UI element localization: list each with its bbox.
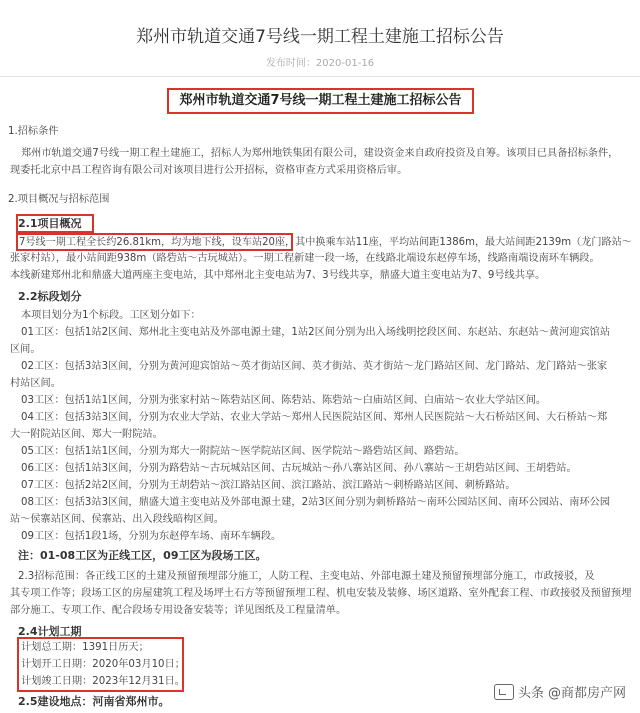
paragraph-line: 站～侯寨站区间、侯寨站、出入段线暗构区间。: [10, 514, 224, 525]
section-heading: 1.招标条件: [8, 126, 59, 137]
paragraph-line: 部分施工、专项工作、配合段场专用设备安装等；详见图纸及工程量清单。: [10, 605, 347, 616]
paragraph-line: 07工区：包括2站2区间，分别为王胡砦站～滨江路站区间、滨江路站、滨江路站～刺桥路站区间、刺桥路站。: [21, 480, 516, 491]
paragraph-line: 01工区：包括1站2区间、郑州北主变电站及外部电源土建，1站2区间分别为出入场线明挖段区间、东赵站、东赵站～黄河迎宾馆站: [21, 327, 611, 338]
watermark: [494, 682, 626, 701]
subsection-heading: 2.1项目概况: [18, 217, 82, 230]
paragraph-line: 06工区：包括1站3区间，分别为路砦站～古玩城站区间、古玩城站～孙八寨站区间、孙八寨站～王胡砦站区间、王胡砦站。: [21, 463, 577, 474]
paragraph-line: 其专项工作等；段场工区的房屋建筑工程及场坪土石方等预留预埋工程、机电安装及装修、场区道路、室外配套工程、市政接驳及预留预埋: [10, 588, 632, 599]
paragraph-line: 02工区：包括3站3区间，分别为黄河迎宾馆站～英才街站区间、英才街站、英才街站～龙门路站区间、龙门路站、龙门路站～张家: [21, 361, 608, 372]
schedule-start: 计划开工日期：2020年03月10日；: [21, 659, 185, 670]
schedule-total: 计划总工期：1391日历天；: [21, 642, 149, 653]
paragraph-line: 09工区：包括1段1场，分别为东赵停车场、南环车辆段。: [21, 531, 282, 542]
paragraph-line: 04工区：包括3站3区间，分别为农业大学站、农业大学站～郑州人民医院站区间、郑州人民医院站～大石桥站区间、大石桥站～郑: [21, 412, 608, 423]
highlight-project-overview: [16, 214, 94, 233]
divider: [0, 76, 640, 77]
paragraph-line: 大一附院站区间、郑大一附院站。: [10, 429, 163, 440]
paragraph-line: 村站区间。: [10, 378, 61, 389]
page-title: 郑州市轨道交通7号线一期工程土建施工招标公告: [136, 27, 504, 47]
watermark-prefix: 头条: [517, 686, 544, 701]
paragraph-line: 张家村站），最小站间距938m（路砦站～古玩城站）。一期工程新建一段一场，在线路北端设东赵停车场，线路南端设南环车辆段。: [10, 253, 600, 264]
paragraph-line: 2.3招标范围：各正线工区的土建及预留预埋部分施工，人防工程、主变电站、外部电源土建及预留预埋部分施工，市政接驳，及: [18, 571, 595, 582]
paragraph-line: 08工区：包括3站3区间，鼎盛大道主变电站及外部电源土建，2站3区间分别为刺桥路站～南环公园站区间、南环公园站、南环公园: [21, 497, 611, 508]
paragraph-line: 本项目划分为1个标段。工区划分如下：: [21, 310, 201, 321]
subsection-heading: 2.5建设地点：河南省郑州市。: [18, 695, 170, 708]
doc-subtitle: 郑州市轨道交通7号线一期工程土建施工招标公告: [167, 88, 474, 114]
toutiao-icon: [494, 684, 514, 700]
schedule-end: 计划竣工日期：2023年12月31日。: [21, 676, 185, 687]
paragraph-line: 本线新建郑州北和鼎盛大道两座主变电站，其中郑州北主变电站为7、3号线共享，鼎盛大道主变电站为7、9号线共享。: [10, 270, 546, 281]
paragraph-line: 03工区：包括1站1区间，分别为张家村站～陈砦站区间、陈砦站、陈砦站～白庙站区间、白庙站～农业大学站区间。: [21, 395, 547, 406]
section-heading: 2.项目概况与招标范围: [8, 194, 110, 205]
paragraph-line: 现委托北京中昌工程咨询有限公司对该项目进行公开招标，资格审查方式采用资格后审。: [10, 165, 408, 176]
publish-date: 发布时间：2020-01-16: [265, 58, 375, 69]
paragraph-line: 区间。: [10, 344, 41, 355]
subsection-heading: 2.2标段划分: [18, 290, 82, 303]
highlight-length-stations: [16, 233, 293, 251]
subsection-heading: 2.4计划工期: [18, 625, 82, 638]
note-line: 注：01-08工区为正线工区，09工区为段场工区。: [18, 549, 267, 562]
highlight-schedule: [17, 637, 184, 692]
watermark-account: @商都房产网: [547, 686, 626, 701]
paragraph-line: 05工区：包括1站1区间，分别为郑大一附院站～医学院站区间、医学院站～路砦站区间、路砦站。: [21, 446, 465, 457]
paragraph-line: 郑州市轨道交通7号线一期工程土建施工，招标人为郑州地铁集团有限公司，建设资金来自政府投资及自筹。该项目已具备招标条件，: [21, 148, 619, 159]
paragraph-line: 7号线一期工程全长约26.81km，均为地下线，设车站20座，其中换乘车站11座，平均站间距1386m，最大站间距2139m（龙门路站～: [19, 237, 632, 248]
